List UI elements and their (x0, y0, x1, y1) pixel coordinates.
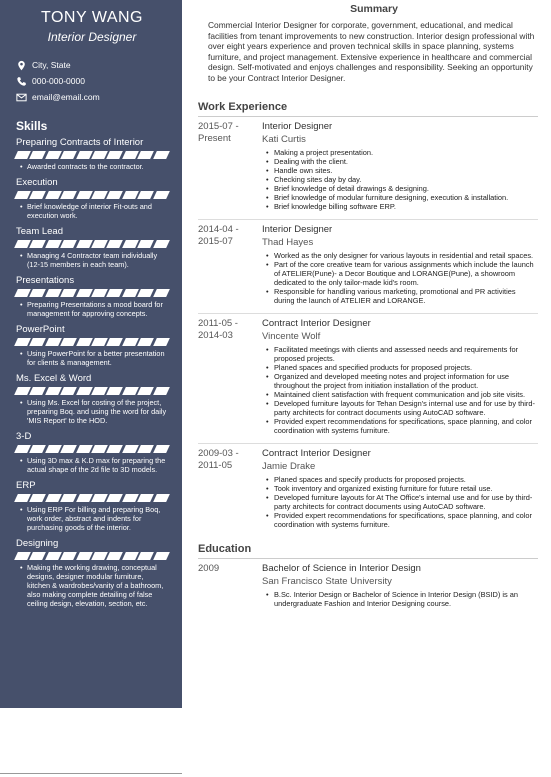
skill-level-segment (107, 494, 124, 502)
skills-heading: Skills (16, 119, 48, 133)
sidebar (0, 0, 182, 708)
job-entry (198, 220, 538, 305)
job-date: 2009-03 - 2011-05 (198, 448, 239, 471)
job-title: Interior Designer (262, 224, 333, 235)
candidate-role: Interior Designer (47, 30, 137, 44)
skill-level-segment (137, 151, 154, 159)
skill-level-bar (16, 387, 168, 395)
skill-description: • Brief knowledge of interior Fit-outs and execution work. (16, 202, 168, 220)
job-bullet: • Organized and developed meeting notes and project information for use throughout the project from initiation installation of the product. (274, 372, 538, 390)
education-school: San Francisco State University (262, 576, 392, 587)
skill-level-segment (137, 338, 154, 346)
job-bullet: • Maintained client satisfaction with frequent communication and job site visits. (274, 390, 538, 399)
skill-level-segment (153, 338, 170, 346)
education-bullets (262, 590, 538, 608)
education-entry (198, 559, 538, 608)
divider (0, 773, 182, 774)
skill-level-segment (60, 494, 77, 502)
education-date: 2009 (198, 563, 220, 574)
skill-description: • Managing 4 Contractor team individually (12-15 members in each team). (16, 251, 168, 269)
job-bullet: • Worked as the only designer for various layouts in residential and retail spaces. (274, 251, 538, 260)
summary-text: Commercial Interior Designer for corporate, government, educational, and medical facilities from tenant improvements to new construction. Interior design professional with over eight years experience and proven technical skills in space planning, systems furniture, and project management. Extensive experience in healthcare and commercial design. Self-motivated and enjoys challenges and responsibility. Seeking an opportunity to be your Contract Interior Designer. (208, 20, 535, 83)
skill-level-segment (137, 494, 154, 502)
skill-item (16, 431, 168, 474)
job-bullet: • Developed furniture layouts for At The Office's internal use and for use by third-party architects for contract documents using AutoCAD software. (274, 493, 538, 511)
skill-level-segment (30, 552, 47, 560)
education-heading: Education (198, 543, 252, 555)
skill-description: • Using PowerPoint for a better presentation for clients & management. (16, 349, 168, 367)
job-bullet: • Brief knowledge of detail drawings & designing. (274, 184, 538, 193)
skill-level-segment (30, 338, 47, 346)
education-degree: Bachelor of Science in Interior Design (262, 563, 421, 574)
contact-email-text: email@email.com (32, 92, 100, 102)
skill-level-segment (107, 240, 124, 248)
skill-level-segment (60, 289, 77, 297)
job-details (262, 318, 538, 435)
skill-name: Execution (16, 177, 58, 188)
education-details (262, 563, 538, 608)
skill-level-segment (30, 151, 47, 159)
skill-description: • Using Ms. Excel for costing of the project, preparing Boq. and using the word for daily 'MIS Report' to the HOD. (16, 398, 168, 425)
skill-item (16, 324, 168, 367)
job-bullets (262, 251, 538, 305)
job-bullet: • Handle own sites. (274, 166, 538, 175)
location-pin-icon (16, 60, 27, 71)
skill-item (16, 538, 168, 608)
envelope-icon (16, 92, 27, 103)
job-title: Contract Interior Designer (262, 448, 371, 459)
skill-name: 3-D (16, 431, 32, 442)
job-date: 2014-04 - 2015-07 (198, 224, 239, 247)
skill-name: PowerPoint (16, 324, 65, 335)
skill-level-segment (60, 151, 77, 159)
job-bullet: • Provided expert recommendations for specifications, space planning, and color coordination with systems furniture. (274, 417, 538, 435)
skill-level-bar (16, 289, 168, 297)
skill-description: • Preparing Presentations a mood board for management for approving concepts. (16, 300, 168, 318)
job-bullet: • Checking sites day by day. (274, 175, 538, 184)
skill-level-segment (137, 191, 154, 199)
phone-icon (16, 76, 27, 87)
skill-level-segment (60, 387, 77, 395)
skill-level-segment (153, 494, 170, 502)
skill-level-bar (16, 240, 168, 248)
skill-level-segment (137, 445, 154, 453)
skill-level-segment (153, 240, 170, 248)
skill-level-segment (107, 445, 124, 453)
contact-list (16, 57, 168, 105)
skill-name: Designing (16, 538, 59, 549)
skill-level-segment (153, 387, 170, 395)
skill-level-segment (107, 289, 124, 297)
job-bullet: • Brief knowledge of modular furniture designing, execution & installation. (274, 193, 538, 202)
skill-level-segment (30, 445, 47, 453)
contact-email (16, 89, 168, 105)
skill-level-segment (137, 552, 154, 560)
job-company: Thad Hayes (262, 237, 314, 248)
skill-level-segment (60, 191, 77, 199)
job-bullet: • Dealing with the client. (274, 157, 538, 166)
job-details (262, 448, 538, 529)
skill-level-bar (16, 552, 168, 560)
candidate-name: TONY WANG (41, 9, 143, 26)
summary-heading: Summary (350, 3, 398, 15)
skill-description: • Making the working drawing, conceptual designs, designer modular furniture, kitchen & wardrobes/vanity of a bathroom, also making complete detailing of false ceiling design, elevation, section, etc. (16, 563, 168, 608)
job-bullet: • Brief knowledge billing software ERP. (274, 202, 538, 211)
skills-list (16, 137, 168, 608)
job-date: 2015-07 - Present (198, 121, 239, 144)
job-bullet: • Responsible for handling various marketing, promotional and PR activities during the launch of ATELIER and LORANGE. (274, 287, 538, 305)
skill-level-segment (137, 289, 154, 297)
skill-level-segment (153, 445, 170, 453)
skill-name: ERP (16, 480, 36, 491)
job-bullet: • Making a project presentation. (274, 148, 538, 157)
skill-name: Team Lead (16, 226, 64, 237)
job-title: Contract Interior Designer (262, 318, 371, 329)
skill-item (16, 373, 168, 425)
skill-level-segment (137, 387, 154, 395)
skill-level-segment (107, 151, 124, 159)
skill-level-segment (137, 240, 154, 248)
skill-description: • Awarded contracts to the contractor. (16, 162, 168, 171)
skill-item (16, 226, 168, 269)
job-bullet: • Facilitated meetings with clients and assessed needs and requirements for proposed projects. (274, 345, 538, 363)
work-experience-list (198, 117, 538, 529)
skill-level-segment (107, 552, 124, 560)
job-bullets (262, 475, 538, 529)
skill-level-segment (107, 387, 124, 395)
job-bullet: • Developed furniture layouts for Tehan Design's internal use and for use by third-party architects for contract documents using AutoCAD software. (274, 399, 538, 417)
skill-item (16, 480, 168, 532)
job-bullets (262, 148, 538, 211)
skill-level-segment (30, 494, 47, 502)
contact-location (16, 57, 168, 73)
job-bullets (262, 345, 538, 435)
skill-level-segment (60, 240, 77, 248)
skill-description: • Using 3D max & K.D max for preparing the actual shape of the 2d file to 3D models. (16, 456, 168, 474)
skill-name: Presentations (16, 275, 75, 286)
job-bullet: • Part of the core creative team for various assignments which include the launch of ATELIER(Pune)- a Decor Boutique and LORANGE(Pune), a showroom dedicated to the only tailor-made kid's room. (274, 260, 538, 287)
skill-level-segment (153, 552, 170, 560)
skill-level-segment (107, 338, 124, 346)
job-title: Interior Designer (262, 121, 333, 132)
job-company: Kati Curtis (262, 134, 306, 145)
main-content (198, 0, 538, 608)
skill-level-segment (30, 387, 47, 395)
skill-name: Preparing Contracts of Interior (16, 137, 144, 148)
job-entry (198, 117, 538, 211)
skill-level-segment (153, 151, 170, 159)
skill-level-segment (60, 552, 77, 560)
work-experience-heading: Work Experience (198, 101, 288, 113)
job-date: 2011-05 - 2014-03 (198, 318, 238, 341)
skill-level-bar (16, 338, 168, 346)
job-company: Jamie Drake (262, 461, 316, 472)
job-entry (198, 444, 538, 529)
job-bullet: • Planed spaces and specified products for proposed projects. (274, 363, 538, 372)
education-list (198, 559, 538, 608)
skill-level-bar (16, 191, 168, 199)
skill-level-segment (60, 338, 77, 346)
job-details (262, 121, 538, 211)
contact-phone (16, 73, 168, 89)
contact-location-text: City, State (32, 60, 71, 70)
skill-level-segment (30, 289, 47, 297)
skill-level-segment (30, 240, 47, 248)
job-details (262, 224, 538, 305)
job-bullet: • Provided expert recommendations for specifications, space planning, and color coordination with systems furniture. (274, 511, 538, 529)
education-bullet: • B.Sc. Interior Design or Bachelor of Science in Interior Design (BSID) is an undergraduate Fashion and Interior Designing course. (274, 590, 538, 608)
job-bullet: • Took inventory and organized existing furniture for future retail use. (274, 484, 538, 493)
skill-description: • Using ERP For billing and preparing Boq, work order, abstract and indents for purchasing goods of the interior. (16, 505, 168, 532)
skill-level-segment (107, 191, 124, 199)
skill-level-segment (153, 191, 170, 199)
job-bullet: • Planed spaces and specify products for proposed projects. (274, 475, 538, 484)
skill-item (16, 177, 168, 220)
skill-item (16, 275, 168, 318)
contact-phone-text: 000-000-0000 (32, 76, 85, 86)
skill-item (16, 137, 168, 171)
skill-level-segment (60, 445, 77, 453)
skill-name: Ms. Excel & Word (16, 373, 92, 384)
job-entry (198, 314, 538, 435)
skill-level-bar (16, 151, 168, 159)
skill-level-bar (16, 494, 168, 502)
skill-level-segment (153, 289, 170, 297)
skill-level-segment (30, 191, 47, 199)
skill-level-bar (16, 445, 168, 453)
job-company: Vincente Wolf (262, 331, 321, 342)
